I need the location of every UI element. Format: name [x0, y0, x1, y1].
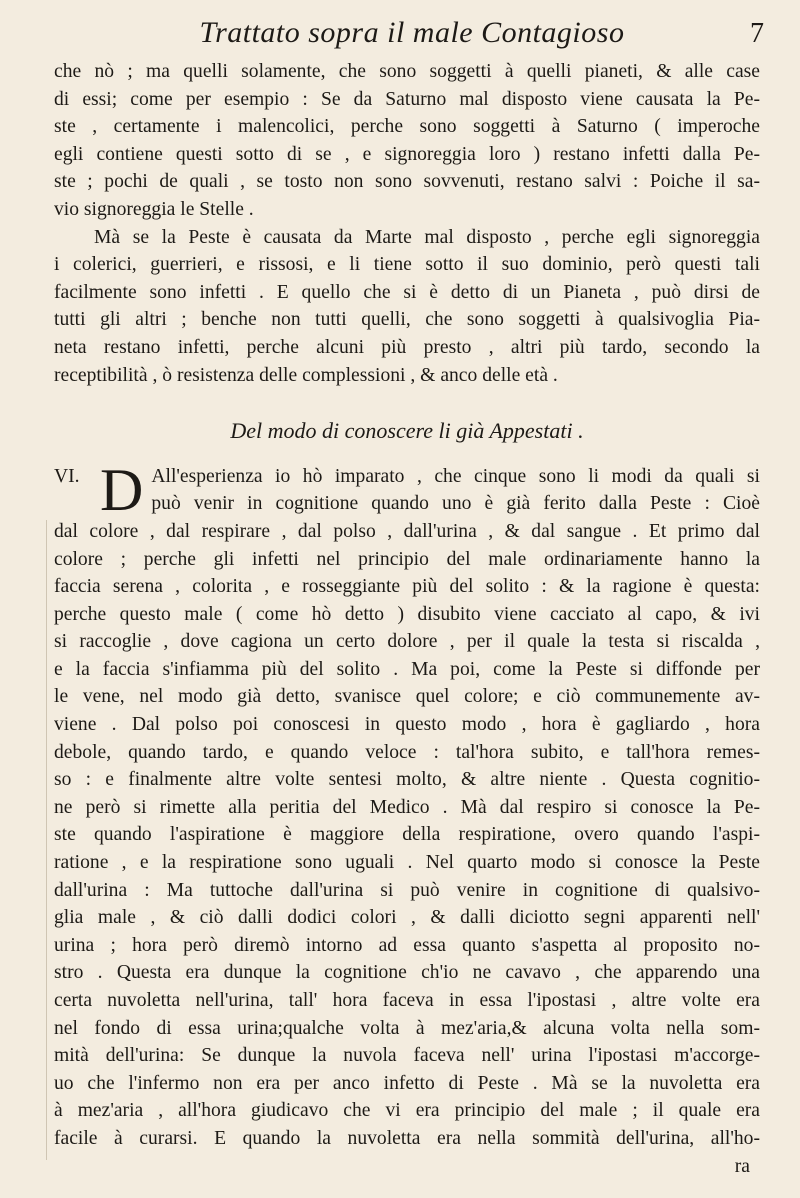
text-line: e la faccia s'infiamma più del solito . Ma poi, come la Peste si diffonde per	[54, 658, 760, 680]
text-line: neta restano infetti, perche alcuni più presto , altri più tardo, secondo la	[54, 336, 760, 358]
text-line: viene . Dal polso poi conoscesi in questo modo , hora è gagliardo , hora	[54, 714, 760, 736]
text-line: ste quando l'aspiratione è maggiore della respiratione, overo quando l'aspi-	[54, 824, 760, 846]
main-text	[54, 58, 760, 1180]
text-line: stro . Questa era dunque la cognitione ch'io ne cavavo , che apparendo una	[54, 962, 760, 984]
text-line: perche questo male ( come hò detto ) disubito viene cacciato al capo, & ivi	[54, 603, 760, 625]
section-body	[54, 456, 760, 1153]
text-line: vio signoreggia le Stelle .	[54, 198, 254, 220]
text-line: nel fondo di essa urina;qualche volta à mez'aria,& alcuna volta nella som-	[54, 1017, 760, 1039]
page-number: 7	[750, 18, 764, 49]
text-line: ne però si rimette alla peritia del Medico . Mà dal respiro si conosce la Pe-	[54, 796, 760, 818]
text-line: All'esperienza io hò imparato , che cinque sono li modi da quali si	[151, 465, 760, 487]
text-line: mità dell'urina: Se dunque la nuvola faceva nell' urina l'ipostasi m'accorge-	[54, 1045, 760, 1067]
text-line: debole, quando tardo, e quando veloce : tal'hora subito, e tall'hora remes-	[54, 741, 760, 763]
section-heading: Del modo di conoscere li già Appestati .	[230, 418, 584, 444]
section-number: VI.	[54, 465, 80, 487]
text-line: di essi; come per esempio : Se da Saturno mal disposto viene causata la Pe-	[54, 88, 760, 110]
text-line: so : e finalmente altre volte sentesi molto, & altre niente . Questa cognitio-	[54, 769, 760, 791]
text-line: dall'urina : Ma tuttoche dall'urina si può venire in cognitione di qualsivo-	[54, 879, 760, 901]
text-line: à mez'aria , all'hora giudicavo che vi era principio del male ; il quale era	[54, 1100, 760, 1122]
text-line: uo che l'infermo non era per anco infetto di Peste . Mà se la nuvoletta era	[54, 1072, 760, 1094]
text-line: certa nuvoletta nell'urina, tall' hora faceva in essa l'ipostasi , altre volte era	[54, 990, 760, 1011]
text-line: i colerici, guerrieri, e rissosi, e li tiene sotto il suo dominio, però questi tali	[54, 254, 760, 276]
text-line: facilmente sono infetti . E quello che si è detto di un Pianeta , può dirsi de	[54, 281, 760, 303]
drop-cap: D	[100, 456, 144, 523]
text-line: glia male , & ciò dalli dodici colori , & dalli diciotto segni apparenti nell'	[54, 907, 760, 929]
text-line: urina ; hora però diremò intorno ad essa quanto s'aspetta al proposito no-	[54, 934, 760, 956]
text-line: ste , certamente i malencolici, perche sono soggetti à Saturno ( imperoche	[54, 116, 760, 138]
text-line: faccia serena , colorita , e rosseggiante più del solito : & la ragione è questa:	[54, 576, 760, 598]
running-title: Trattato sopra il male Contagioso	[199, 16, 625, 49]
text-line: le vene, nel modo già detto, svanisce quel colore; e ciò communemente av-	[54, 686, 760, 708]
text-line: colore ; perche gli infetti nel principio del male ordinariamente hanno la	[54, 548, 760, 570]
text-line: egli contiene questi sotto di se , e signoreggia loro ) restano infetti dalla Pe-	[54, 143, 760, 165]
text-line: Mà se la Peste è causata da Marte mal disposto , perche egli signoreggia	[94, 226, 760, 248]
text-line: receptibilità , ò resistenza delle complessioni , & anco delle età .	[54, 364, 558, 386]
paragraph-1	[54, 58, 760, 224]
paragraph-2	[54, 224, 760, 390]
page-gutter-shadow	[46, 520, 47, 1160]
section-vi	[54, 456, 760, 1153]
text-line: ste ; pochi de quali , se tosto non sono sovvenuti, restano salvi : Poiche il sa-	[54, 171, 760, 193]
catchword: ra	[734, 1155, 750, 1177]
text-line: tutti gli altri ; benche non tutti quelli, che sono soggetti à qualsivoglia Pia-	[54, 309, 760, 331]
text-line: che nò ; ma quelli solamente, che sono soggetti à quelli pianeti, & alle case	[54, 61, 760, 82]
text-line: si raccoglie , dove cagiona un certo dolore , per il quale la testa si riscalda ,	[54, 631, 760, 653]
text-line: ratione , e la respiratione sono uguali . Nel quarto modo si conosce la Peste	[54, 852, 760, 874]
text-line: può venir in cognitione quando uno è già ferito dalla Peste : Cioè	[151, 493, 760, 515]
text-line: dal colore , dal respirare , dal polso , dall'urina , & dal sangue . Et primo dal	[54, 520, 760, 542]
running-header	[60, 16, 764, 56]
text-line: facile à curarsi. E quando la nuvoletta era nella sommità dell'urina, all'ho-	[54, 1127, 760, 1149]
